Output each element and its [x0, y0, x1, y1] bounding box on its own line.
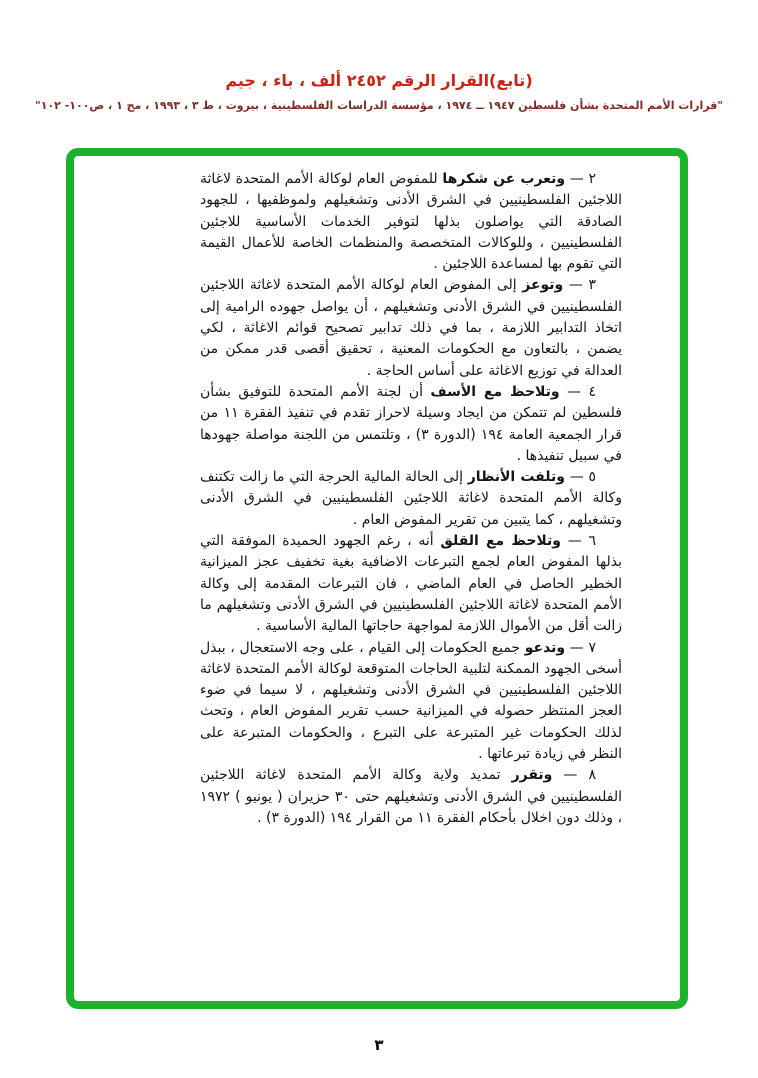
document-header: [0, 70, 758, 113]
clause-text: للمفوض العام لوكالة الأمم المتحدة لاغاثة اللاجئين الفلسطينيين في الشرق الأدنى وتشغيلهم ولموظفيها ، للجهود الصادقة التي يواصلون بذلها لتوفير الخدمات الأساسية للاجئين الفلسطينيين ، وللوكالات المتخصصة والمنظمات الخاصة للأعمال القيمة التي تقوم بها لمساعدة اللاجئين .: [200, 171, 622, 273]
resolution-clause-5: [200, 467, 622, 531]
clause-lead: وتوعز: [522, 277, 564, 294]
clause-number: ٤ —: [559, 383, 596, 400]
resolution-clause-3: [200, 275, 622, 381]
green-border-frame: [66, 148, 688, 1009]
clause-text: إلى الحالة المالية الحرجة التي ما زالت تكتنف وكالة الأمم المتحدة لاغاثة اللاجئين الفلسطينيين في الشرق الأدنى وتشغيلهم ، كما يتبين من تقرير المفوض العام .: [200, 469, 622, 528]
clause-lead: وتدعو: [524, 639, 566, 656]
clause-number: ٢ —: [565, 171, 596, 187]
clause-lead: وتلاحظ مع الأسف: [430, 383, 560, 400]
page-number: ٣: [374, 1036, 384, 1054]
resolution-clause-7: [200, 638, 622, 766]
clause-lead: وتلاحظ مع القلق: [440, 533, 562, 550]
resolution-clause-4: [200, 382, 622, 467]
clause-number: ٨ —: [552, 767, 596, 784]
clause-number: ٥ —: [564, 469, 596, 486]
clause-text: إلى المفوض العام لوكالة الأمم المتحدة لاغاثة اللاجئين الفلسطينيين في الشرق الأدنى وتشغيلهم ، أن يواصل جهوده الرامية إلى اتخاذ التدابير اللازمة ، بما في ذلك تدابير تصحيح قوائم الاغاثة ، لكي يضمن ، بالتعاون مع الحكومات المعنية ، تحقيق أقصى قدر ممكن من العدالة في توزيع الاغاثة على أساس الحاجة .: [200, 277, 622, 379]
clause-text: تمديد ولاية وكالة الأمم المتحدة لاغاثة اللاجئين الفلسطينيين في الشرق الأدنى وتشغيلهم حتى ٣٠ حزيران ( يونيو ) ١٩٧٢ ، وذلك دون اخلال بأحكام الفقرة ١١ من القرار ١٩٤ (الدورة ٣) .: [200, 767, 622, 826]
resolution-clause-8: [200, 765, 622, 829]
clause-number: ٧ —: [565, 639, 597, 656]
resolution-clause-6: [200, 531, 622, 637]
resolution-text-block: [200, 169, 622, 829]
resolution-clause-2: [200, 169, 622, 275]
clause-text: جميع الحكومات إلى القيام ، على وجه الاستعجال ، ببذل أسخى الجهود الممكنة لتلبية الحاجات المتوقعة لوكالة الأمم المتحدة لاغاثة اللاجئين الفلسطينيين في الشرق الأدنى وتشغيلهم ، لا سيما في ضوء العجز المنتظر حصوله في الميزانية حسب تقرير المفوض العام ، وتحث لذلك الحكومات غير المتبرعة على التبرع ، والحكومات المتبرعة على النظر في زيادة تبرعاتها .: [200, 639, 622, 763]
clause-text: أنه ، رغم الجهود الحميدة الموفقة التي بذلها المفوض العام لجمع التبرعات الاضافية بغية تخفيف عجز الميزانية الخطير الحاصل في العام الماضي ، فان التبرعات المقدمة إلى وكالة الأمم المتحدة لاغاثة اللاجئين الفلسطينيين في الشرق الأدنى وتشغيلهم ما زالت أقل من الأموال اللازمة لمواجهة حاجاتها المالية الأساسية .: [200, 533, 622, 635]
clause-text: أن لجنة الأمم المتحدة للتوفيق بشأن فلسطين لم تتمكن من ايجاد وسيلة لاحراز تقدم في تنفيذ الفقرة ١١ من قرار الجمعية العامة ١٩٤ (الدورة ٣) ، وتلتمس من اللجنة مواصلة جهودها في سبيل تنفيذها .: [200, 383, 622, 464]
clause-number: ٦ —: [561, 533, 596, 550]
clause-number: ٣ —: [563, 277, 596, 294]
clause-lead: وتلفت الأنظار: [467, 469, 565, 486]
resolution-title: (تابع)القرار الرقم ٢٤٥٢ ألف ، باء ، جيم: [225, 71, 533, 90]
clause-lead: وتقرر: [511, 767, 553, 784]
clause-lead: وتعرب عن شكرها: [442, 171, 566, 187]
source-citation: "قرارات الأمم المتحدة بشأن فلسطين ١٩٤٧ ــ ١٩٧٤ ، مؤسسة الدراسات الفلسطينية ، بيروت ، ط ٣ ، ١٩٩٣ ، مج ١ ، ص١٠٠- ١٠٢": [34, 99, 724, 112]
